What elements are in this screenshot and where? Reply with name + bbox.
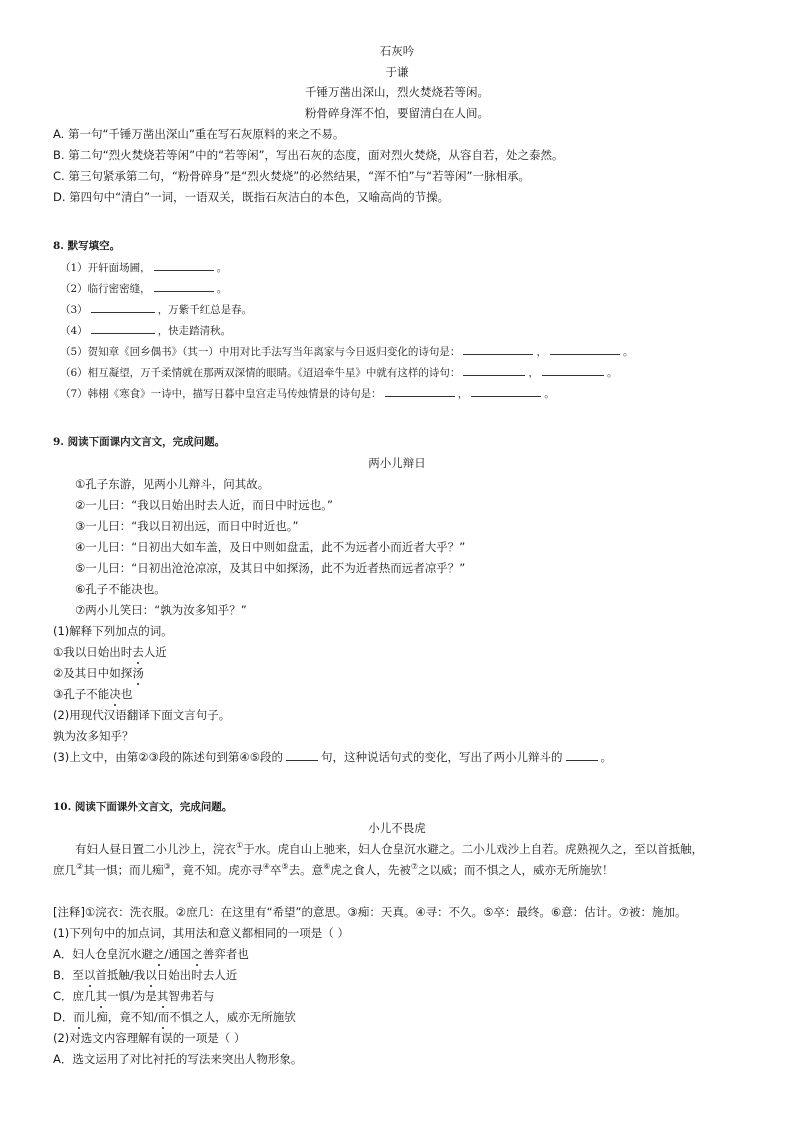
q8-item-1: （1）开轩面场圃， 。 xyxy=(60,259,227,276)
q10-sub-1: (1)下列句中的加点词，其用法和意义都相同的一项是（ ） xyxy=(53,926,349,940)
option-a: A. 第一句“千锤万凿出深山”重在写石灰原料的来之不易。 xyxy=(53,127,345,141)
answer-blank[interactable] xyxy=(286,749,318,761)
q9-sub-2: (2)用现代汉语翻译下面文言句子。 xyxy=(53,708,231,722)
q9-heading: 9. 阅读下面课内文言文，完成问题。 xyxy=(53,436,226,448)
q9-para-4: ④一儿曰：“日初出大如车盖，及日中则如盘盂，此不为远者小而近者大乎？” xyxy=(75,540,466,554)
option-d: D. 第四句中“清白”一词，一语双关，既指石灰洁白的本色，又喻高尚的节操。 xyxy=(53,190,450,204)
q10-option-a: A．妇人仓皇沉水避之/通国之善弈者也 xyxy=(53,947,249,961)
q8-heading: 8. 默写填空。 xyxy=(53,240,121,252)
q8-item-2: （2）临行密密缝， 。 xyxy=(60,280,227,297)
q10-notes: [注释]①浣衣：洗衣服。②庶几：在这里有“希望”的意思。③痴：天真。④寻：不久。⑤卒：最终。⑥意：估计。⑦被：施加。 xyxy=(53,905,687,919)
answer-blank[interactable] xyxy=(91,322,155,334)
q10-option-b: B．至以首抵触/我以日始出时去人近 xyxy=(53,968,238,982)
q8-item-3: （3） ，万紫千红总是春。 xyxy=(60,301,252,318)
poem-line-2: 粉骨碎身浑不怕，要留清白在人间。 xyxy=(305,106,489,120)
q10-para-line-1: 有妇人昼日置二小儿沙上，浣衣①于水。虎自山上驰来，妇人仓皇沉水避之。二小儿戏沙上自若。虎熟视久之，至以首抵触， xyxy=(75,841,704,856)
poem-title: 石灰吟 xyxy=(379,44,415,58)
answer-blank[interactable] xyxy=(566,749,598,761)
q10-option-d: D．而儿痴，竟不知/而不惧之人，威亦无所施欤 xyxy=(53,1010,296,1024)
q9-word-2: ②及其日中如探汤 xyxy=(53,666,144,680)
answer-blank[interactable] xyxy=(91,301,155,313)
q10-title: 小儿不畏虎 xyxy=(368,821,426,835)
q9-para-3: ③一儿曰：“我以日初出远，而日中时近也。” xyxy=(75,519,299,533)
q9-word-1: ①我以日始出时去人近 xyxy=(53,645,167,659)
q9-para-5: ⑤一儿曰：“日初出沧沧凉凉，及其日中如探汤，此不为近者热而远者凉乎？” xyxy=(75,561,466,575)
answer-blank[interactable] xyxy=(550,343,620,355)
q9-sub-2-sentence: 孰为汝多知乎？ xyxy=(53,729,134,743)
q10-para-line-2: 庶几②其一惧；而儿痴③，竟不知。虎亦寻④卒⑤去。意⑥虎之食人，先被⑦之以威；而不惧之人，威亦无所施欤！ xyxy=(53,862,614,877)
answer-blank[interactable] xyxy=(463,343,533,355)
option-b: B. 第二句“烈火焚烧若等闲”中的“若等闲”，写出石灰的态度，面对烈火焚烧，从容自若，处之泰然。 xyxy=(53,148,564,162)
q10-heading: 10. 阅读下面课外文言文，完成问题。 xyxy=(53,801,233,813)
q8-item-4: （4） ，快走踏清秋。 xyxy=(60,322,231,339)
q9-para-1: ①孔子东游，见两小儿辩斗，问其故。 xyxy=(75,477,270,491)
q10-sub-2: (2)对选文内容理解有误的一项是（ ） xyxy=(53,1031,246,1045)
answer-blank[interactable] xyxy=(154,280,214,292)
option-c: C. 第三句紧承第二句，“粉骨碎身”是“烈火焚烧”的必然结果，“浑不怕”与“若等闲”一脉相承。 xyxy=(53,169,530,183)
q9-para-2: ②一儿曰：“我以日始出时去人近，而日中时远也。” xyxy=(75,498,333,512)
q8-item-7: （7）韩栩《寒食》一诗中，描写日暮中皇宫走马传烛情景的诗句是： ， 。 xyxy=(60,385,555,402)
q9-sub-1: (1)解释下列加点的词。 xyxy=(53,624,173,638)
answer-blank[interactable] xyxy=(542,364,604,376)
q8-item-6: （6）相互凝望，万千柔情就在那两双深情的眼睛。《迢迢牵牛星》中就有这样的诗句： ， 。 xyxy=(60,364,617,381)
q10-option-c: C．庶几其一惧/为是其智弗若与 xyxy=(53,989,215,1003)
answer-blank[interactable] xyxy=(154,259,214,271)
q9-title: 两小儿辩日 xyxy=(368,456,426,470)
answer-blank[interactable] xyxy=(471,385,541,397)
q9-sub-3: (3)上文中，由第②③段的陈述句到第④⑤段的 句，这种说话句式的变化，写出了两小儿辩斗的 。 xyxy=(53,750,613,764)
q10-sub-2-option-a: A．选文运用了对比衬托的写法来突出人物形象。 xyxy=(53,1052,303,1066)
poem-author: 于谦 xyxy=(385,65,409,79)
poem-line-1: 千锤万凿出深山，烈火焚烧若等闲。 xyxy=(305,85,489,99)
answer-blank[interactable] xyxy=(463,364,525,376)
q9-para-6: ⑥孔子不能决也。 xyxy=(75,582,166,596)
q9-para-7: ⑦两小儿笑曰：“孰为汝多知乎？” xyxy=(75,603,247,617)
answer-blank[interactable] xyxy=(385,385,455,397)
q8-item-5: （5）贺知章《回乡偶书》（其一）中用对比手法写当年离家与今日返归变化的诗句是： ， 。 xyxy=(60,343,633,360)
q9-word-3: ③孔子不能决也 xyxy=(53,687,133,701)
